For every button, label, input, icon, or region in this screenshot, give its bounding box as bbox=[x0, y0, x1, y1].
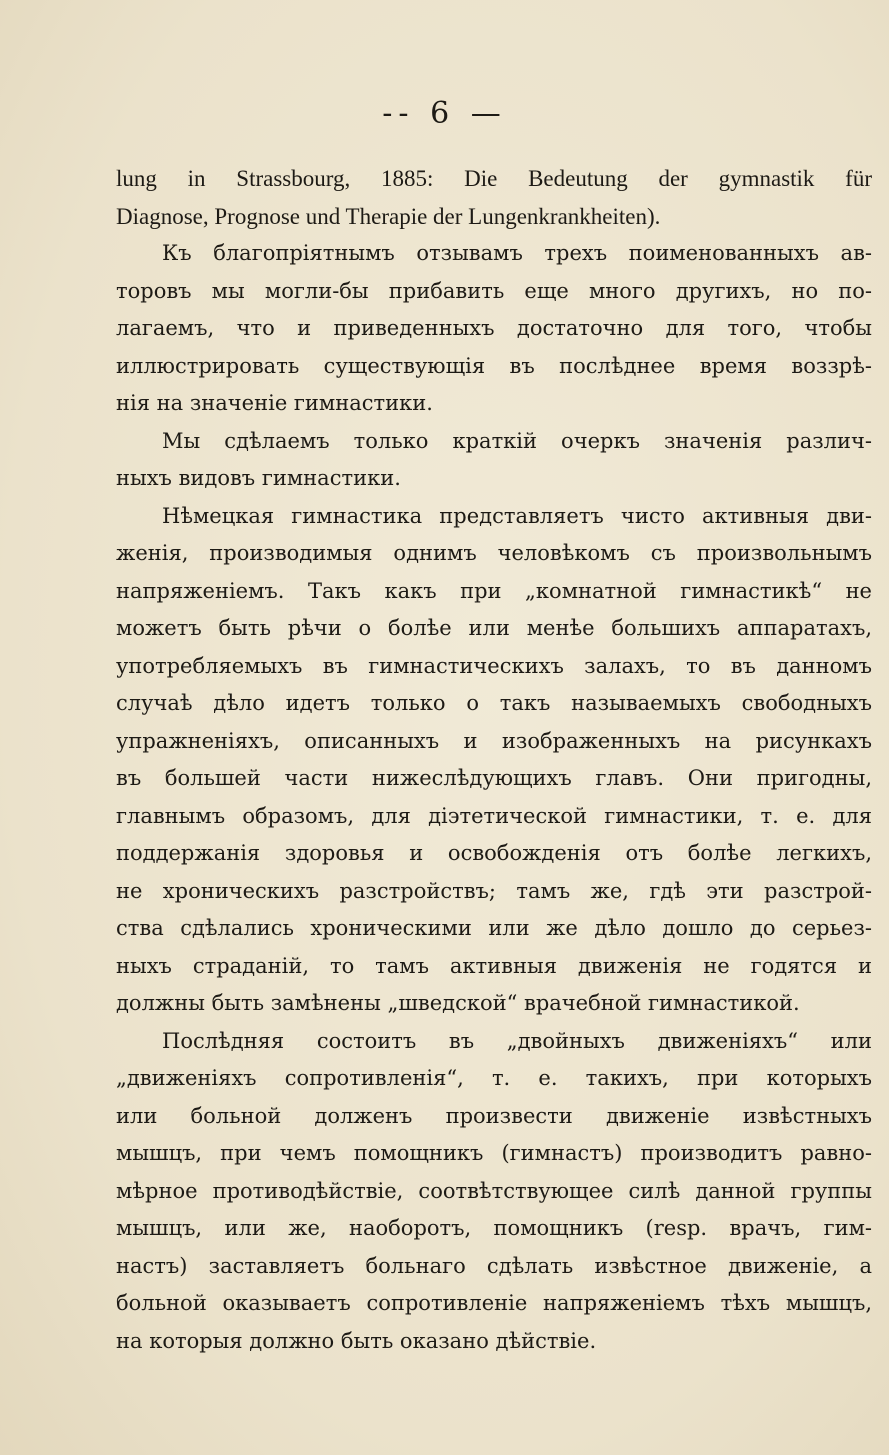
text-line: употребляемыхъ въ гимнастическихъ залахъ, то въ данномъ bbox=[116, 653, 872, 678]
text-line: нія на значеніе гимнастики. bbox=[116, 391, 433, 415]
paragraph bbox=[116, 1023, 872, 1361]
text-line: Нѣмецкая гимнастика представляетъ чисто активныя дви- bbox=[162, 503, 872, 528]
text-line: „движеніяхъ сопротивленія“, т. е. такихъ, при которыхъ bbox=[116, 1066, 872, 1090]
text-line: не хроническихъ разстройствъ; тамъ же, гдѣ эти разстрой- bbox=[116, 878, 872, 903]
text-line: Послѣдняя состоитъ въ „двойныхъ движеніяхъ“ или bbox=[162, 1028, 872, 1053]
text-line: упражненіяхъ, описанныхъ и изображенныхъ на рисункахъ bbox=[116, 728, 872, 753]
text-line: на которыя должно быть оказано дѣйствіе. bbox=[116, 1328, 597, 1353]
text-line: должны быть замѣнены „шведской“ врачебной гимнастикой. bbox=[116, 991, 800, 1015]
text-line: главнымъ образомъ, для діэтетической гимнастики, т. е. для bbox=[116, 803, 872, 828]
text-line: ства сдѣлались хроническими или же дѣло дошло до серьез- bbox=[116, 916, 872, 940]
paragraph bbox=[116, 423, 872, 498]
text-line: Diagnose, Prognose und Therapie der Lungenkrankheiten). bbox=[116, 203, 661, 229]
text-line: или больной долженъ произвести движеніе извѣстныхъ bbox=[116, 1103, 872, 1128]
paragraph bbox=[116, 235, 872, 423]
text-line: Мы сдѣлаемъ только краткій очеркъ значенія различ- bbox=[162, 428, 872, 453]
text-line: ныхъ видовъ гимнастики. bbox=[116, 466, 401, 490]
text-line: Къ благопріятнымъ отзывамъ трехъ поименованныхъ ав- bbox=[162, 241, 872, 265]
text-line: торовъ мы могли-бы прибавить еще много другихъ, но по- bbox=[116, 278, 872, 303]
text-line: въ большей части нижеслѣдующихъ главъ. Они пригодны, bbox=[116, 766, 872, 790]
page-number: -- 6 — bbox=[382, 96, 507, 131]
text-line: lung in Strassbourg, 1885: Die Bedeutung der gymnastik für bbox=[116, 166, 872, 191]
text-line: больной оказываетъ сопротивленіе напряженіемъ тѣхъ мышцъ, bbox=[116, 1291, 872, 1315]
body-text bbox=[116, 160, 872, 1360]
text-line: напряженіемъ. Такъ какъ при „комнатной гимнастикѣ“ не bbox=[116, 578, 872, 603]
text-line: настъ) заставляетъ больнаго сдѣлать извѣстное движеніе, а bbox=[116, 1253, 872, 1278]
text-line: ныхъ страданій, то тамъ активныя движенія не годятся и bbox=[116, 953, 872, 978]
text-line: иллюстрировать существующія въ послѣднее время воззрѣ- bbox=[116, 353, 872, 378]
text-line: можетъ быть рѣчи о болѣе или менѣе большихъ аппаратахъ, bbox=[116, 616, 872, 640]
paragraph bbox=[116, 160, 872, 235]
paragraph bbox=[116, 498, 872, 1023]
text-line: мышцъ, или же, наоборотъ, помощникъ (resp. врачъ, гим- bbox=[116, 1216, 872, 1240]
text-line: мышцъ, при чемъ помощникъ (гимнастъ) производитъ равно- bbox=[116, 1141, 872, 1165]
text-line: лагаемъ, что и приведенныхъ достаточно для того, чтобы bbox=[116, 316, 872, 340]
text-line: поддержанія здоровья и освобожденія отъ болѣе легкихъ, bbox=[116, 841, 872, 865]
text-line: случаѣ дѣло идетъ только о такъ называемыхъ свободныхъ bbox=[116, 691, 872, 715]
text-line: женія, производимыя однимъ человѣкомъ съ произвольнымъ bbox=[116, 541, 872, 565]
text-line: мѣрное противодѣйствіе, соотвѣтствующее силѣ данной группы bbox=[116, 1178, 872, 1203]
